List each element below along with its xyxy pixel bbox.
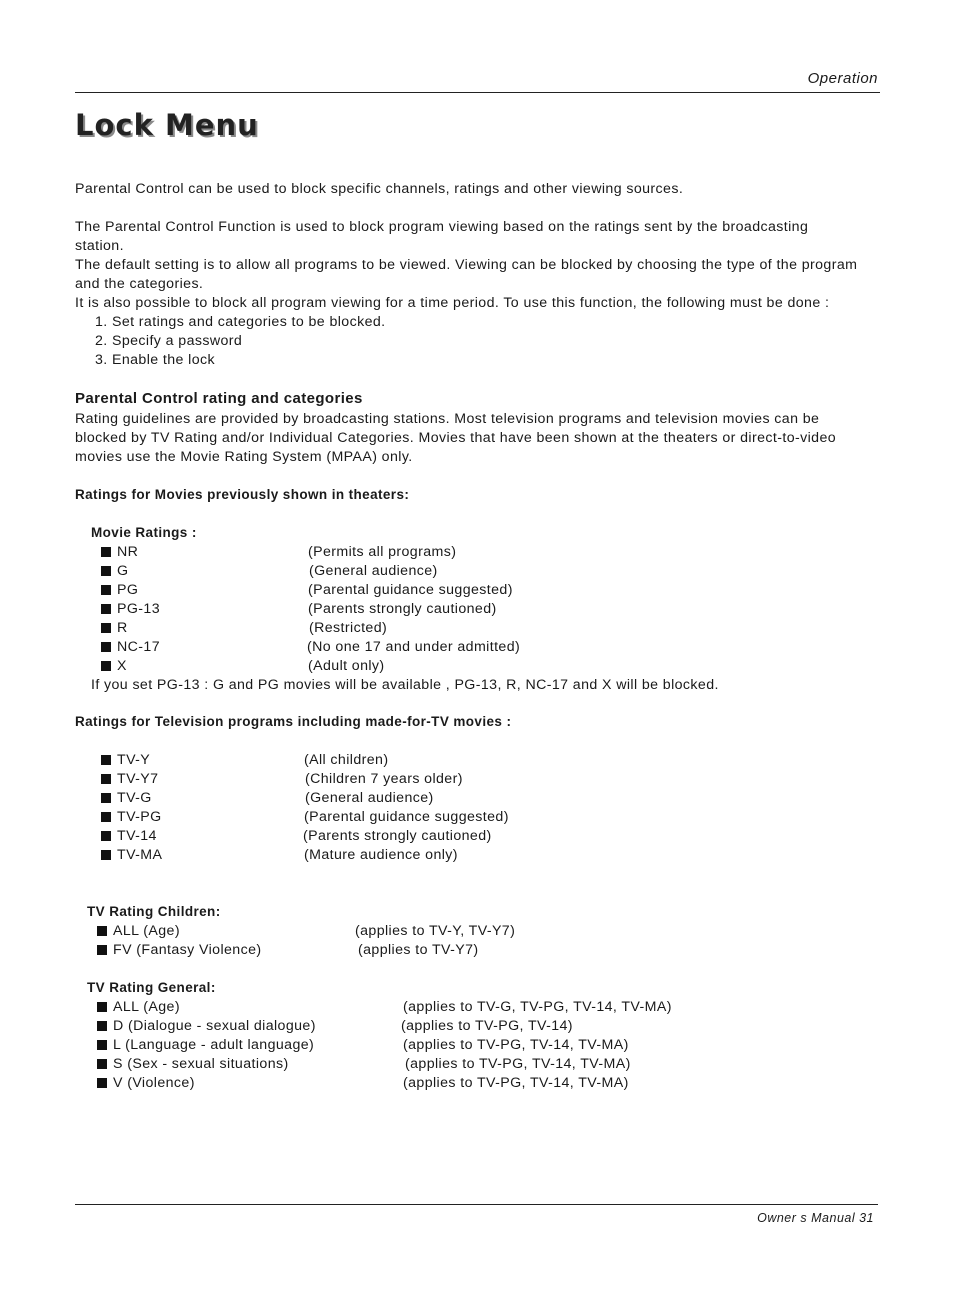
movie-rating-desc: (No one 17 and under admitted) (307, 639, 521, 655)
footer-rule (75, 1204, 878, 1205)
movies-heading: Ratings for Movies previously shown in theaters: (75, 487, 410, 502)
movie-rating-desc: (Permits all programs) (308, 544, 457, 560)
movie-rating-item: R (101, 619, 128, 638)
bullet-square-icon (101, 755, 111, 765)
movies-note: If you set PG-13 : G and PG movies will be available , PG-13, R, NC-17 and X will be blocked. (91, 677, 719, 693)
movie-rating-item: PG-13 (101, 600, 160, 619)
children-rating-item: FV (Fantasy Violence) (97, 941, 262, 960)
bullet-square-icon (97, 1078, 107, 1088)
bullet-square-icon (101, 831, 111, 841)
movie-rating-desc: (General audience) (309, 563, 438, 579)
movie-rating-item: NC-17 (101, 638, 160, 657)
general-rating-item: ALL (Age) (97, 998, 180, 1017)
section-body-line: movies use the Movie Rating System (MPAA) only. (75, 449, 413, 465)
general-rating-item: V (Violence) (97, 1074, 195, 1093)
bullet-square-icon (97, 945, 107, 955)
intro-line: and the categories. (75, 276, 204, 292)
intro-line: The default setting is to allow all programs to be viewed. Viewing can be blocked by choosing the type of the program (75, 257, 858, 273)
tv-rating-item: TV-14 (101, 827, 157, 846)
bullet-square-icon (101, 812, 111, 822)
general-rating-item: D (Dialogue - sexual dialogue) (97, 1017, 316, 1036)
step-item: 2. Specify a password (95, 333, 243, 349)
movie-rating-desc: (Restricted) (309, 620, 388, 636)
movie-rating-desc: (Parents strongly cautioned) (308, 601, 497, 617)
tv-rating-desc: (Parental guidance suggested) (304, 809, 509, 825)
tv-rating-desc: (Children 7 years older) (305, 771, 463, 787)
section-label: Operation (807, 70, 878, 87)
bullet-square-icon (97, 926, 107, 936)
children-heading: TV Rating Children: (87, 904, 221, 919)
general-rating-item: S (Sex - sexual situations) (97, 1055, 289, 1074)
tv-rating-item: TV-Y (101, 751, 150, 770)
section-body-line: blocked by TV Rating and/or Individual Categories. Movies that have been shown at the theaters or direct-to-video (75, 430, 837, 446)
bullet-square-icon (101, 566, 111, 576)
movie-rating-item: X (101, 657, 127, 676)
bullet-square-icon (97, 1040, 107, 1050)
intro-line: The Parental Control Function is used to block program viewing based on the ratings sent by the broadcasting (75, 219, 809, 235)
movie-rating-desc: (Parental guidance suggested) (308, 582, 513, 598)
movie-rating-item: G (101, 562, 128, 581)
tv-heading: Ratings for Television programs including made-for-TV movies : (75, 714, 512, 729)
general-rating-desc: (applies to TV-PG, TV-14, TV-MA) (403, 1075, 629, 1091)
movie-rating-desc: (Adult only) (308, 658, 385, 674)
tv-rating-desc: (All children) (304, 752, 389, 768)
bullet-square-icon (101, 774, 111, 784)
general-heading: TV Rating General: (87, 980, 216, 995)
general-rating-item: L (Language - adult language) (97, 1036, 314, 1055)
bullet-square-icon (101, 661, 111, 671)
bullet-square-icon (101, 585, 111, 595)
tv-rating-item: TV-G (101, 789, 152, 808)
movie-rating-item: PG (101, 581, 138, 600)
bullet-square-icon (101, 604, 111, 614)
section-heading: Parental Control rating and categories (75, 390, 363, 407)
movie-ratings-subheading: Movie Ratings : (91, 525, 197, 540)
bullet-square-icon (101, 793, 111, 803)
page-footer: Owner s Manual 31 (757, 1211, 874, 1225)
intro-line: Parental Control can be used to block specific channels, ratings and other viewing sources. (75, 181, 684, 197)
tv-rating-item: TV-PG (101, 808, 162, 827)
movie-rating-item: NR (101, 543, 138, 562)
bullet-square-icon (97, 1002, 107, 1012)
bullet-square-icon (101, 642, 111, 652)
intro-line: It is also possible to block all program viewing for a time period. To use this function, the following must be done : (75, 295, 830, 311)
children-rating-item: ALL (Age) (97, 922, 180, 941)
intro-line: station. (75, 238, 124, 254)
general-rating-desc: (applies to TV-PG, TV-14) (401, 1018, 573, 1034)
page-title: Lock Menu (75, 108, 259, 142)
bullet-square-icon (97, 1021, 107, 1031)
step-item: 3. Enable the lock (95, 352, 215, 368)
children-rating-desc: (applies to TV-Y7) (358, 942, 479, 958)
bullet-square-icon (101, 850, 111, 860)
tv-rating-desc: (General audience) (305, 790, 434, 806)
header-rule (75, 92, 880, 93)
general-rating-desc: (applies to TV-PG, TV-14, TV-MA) (403, 1037, 629, 1053)
tv-rating-desc: (Parents strongly cautioned) (303, 828, 492, 844)
tv-rating-item: TV-Y7 (101, 770, 158, 789)
tv-rating-desc: (Mature audience only) (304, 847, 458, 863)
bullet-square-icon (101, 547, 111, 557)
bullet-square-icon (97, 1059, 107, 1069)
step-item: 1. Set ratings and categories to be blocked. (95, 314, 386, 330)
general-rating-desc: (applies to TV-G, TV-PG, TV-14, TV-MA) (403, 999, 672, 1015)
tv-rating-item: TV-MA (101, 846, 162, 865)
bullet-square-icon (101, 623, 111, 633)
section-body-line: Rating guidelines are provided by broadcasting stations. Most television programs and television movies can be (75, 411, 820, 427)
children-rating-desc: (applies to TV-Y, TV-Y7) (355, 923, 516, 939)
general-rating-desc: (applies to TV-PG, TV-14, TV-MA) (405, 1056, 631, 1072)
